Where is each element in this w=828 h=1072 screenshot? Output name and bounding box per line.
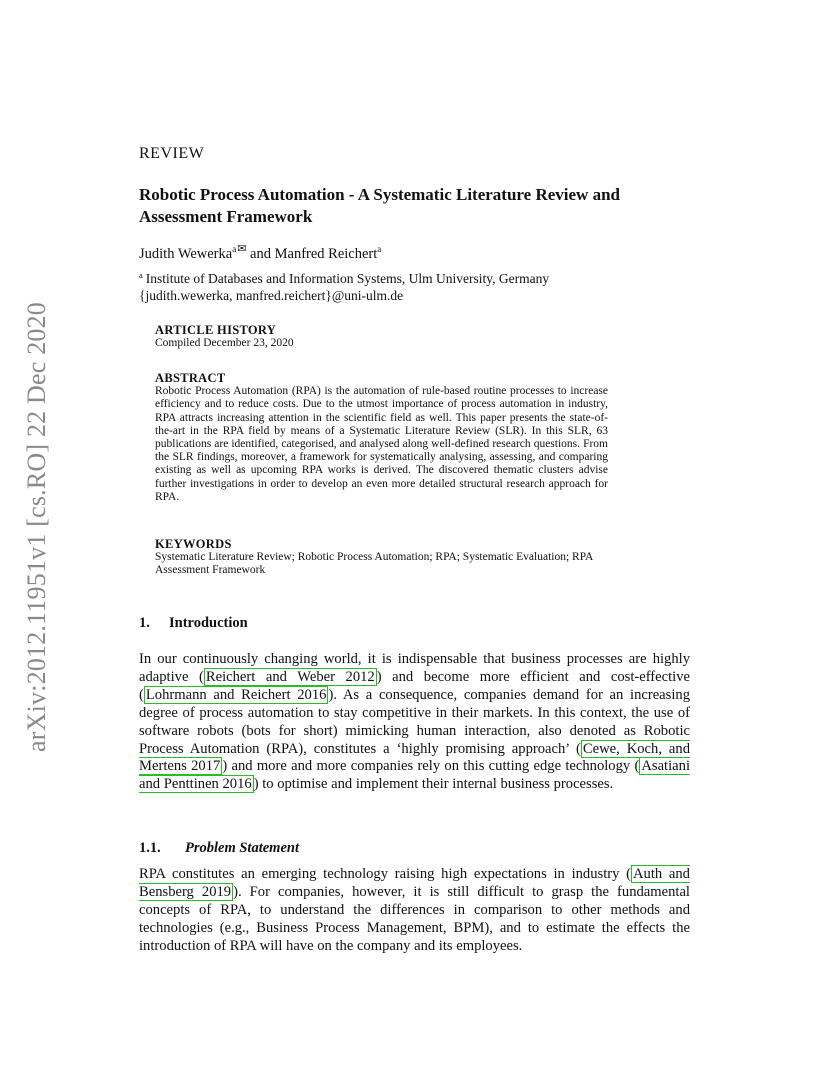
subsection-title: Problem Statement xyxy=(185,840,299,856)
paragraph-text: ) and become more efficient and cost-effective ( xyxy=(139,668,691,703)
keywords-heading: KEYWORDS xyxy=(155,537,232,551)
section-number: 1. xyxy=(139,615,150,631)
subsection-heading-problem-statement xyxy=(139,840,299,857)
compiled-date: Compiled December 23, 2020 xyxy=(155,337,294,350)
citation-link[interactable]: Cewe, Koch, and Mertens 2017 xyxy=(139,740,690,775)
abstract-heading: ABSTRACT xyxy=(155,371,226,385)
author-name: Manfred Reichert xyxy=(274,246,378,262)
affiliation-marker: a xyxy=(232,244,237,254)
paper-title: Robotic Process Automation - A Systematic Literature Review and Assessment Framework xyxy=(139,185,620,226)
author-list xyxy=(139,242,381,263)
keywords-text: Systematic Literature Review; Robotic Process Automation; RPA; Systematic Evaluation; RPA Assessment Framework xyxy=(155,551,593,577)
author-emails: {judith.wewerka, manfred.reichert}@uni-ulm.de xyxy=(139,288,404,303)
section-title: Introduction xyxy=(169,615,248,631)
institution-name: Institute of Databases and Information Systems, Ulm University, Germany xyxy=(145,271,550,286)
article-history-heading: ARTICLE HISTORY xyxy=(155,323,277,337)
envelope-icon[interactable]: ✉ xyxy=(237,243,247,255)
introduction-paragraph xyxy=(139,651,690,794)
subsection-number: 1.1. xyxy=(139,840,161,856)
arxiv-identifier: arXiv:2012.11951v1 [cs.RO] 22 Dec 2020 xyxy=(22,301,51,752)
keywords xyxy=(155,538,608,578)
author-connector: and xyxy=(246,246,275,262)
affiliation xyxy=(139,267,690,304)
author-name: Judith Wewerka xyxy=(139,246,233,262)
abstract xyxy=(155,372,608,504)
citation-link[interactable]: Auth and Bensberg 2019 xyxy=(139,866,690,900)
affiliation-marker: a xyxy=(377,244,382,254)
article-history xyxy=(155,324,608,350)
citation-link[interactable]: Lohrmann and Reichert 2016 xyxy=(145,686,327,703)
section-heading-introduction xyxy=(139,615,248,632)
citation-link[interactable]: Reichert and Weber 2012 xyxy=(205,668,375,685)
paragraph-text: ) and more and more companies rely on this cutting edge technology ( xyxy=(222,758,640,775)
paragraph-text: RPA constitutes an emerging technology raising high expectations in industry ( xyxy=(139,866,631,882)
article-type-label: REVIEW xyxy=(139,145,205,162)
abstract-text: Robotic Process Automation (RPA) is the automation of rule-based routine processes to increase efficiency and to reduce costs. Due to the utmost importance of process automation in industry, RPA attracts increasing attention in the scientific field as well. This paper presents the state-of-the-art in the RPA field by means of a Systematic Literature Review (SLR). In this SLR, 63 publications are identified, categorised, and analysed along well-defined research questions. From the SLR findings, moreover, a framework for systematically analysing, assessing, and comparing existing as well as upcoming RPA works is derived. The discovered thematic clusters advise further investigations in order to develop an even more detailed structural research approach for RPA. xyxy=(155,385,608,503)
paragraph-text: ). For companies, however, it is still difficult to grasp the fundamental concepts of RPA, to understand the differences in comparison to other methods and technologies (e.g., Business Process Management, BPM), and to estimate the effects the introduction of RPA will have on the company and its employees. xyxy=(139,883,690,954)
citation-link[interactable]: Asatiani and Penttinen 2016 xyxy=(139,758,690,793)
paragraph-text: ). As a consequence, companies demand for an increasing degree of process automation to stay competitive in their markets. In this context, the use of software robots (bots for short) mimicking human interaction, also denoted as Robotic Process Automation (RPA), constitutes a ‘highly promising approach’ ( xyxy=(139,686,690,757)
problem-statement-paragraph xyxy=(139,866,690,956)
paragraph-text: ) to optimise and implement their internal business processes. xyxy=(253,776,614,793)
affiliation-marker: a xyxy=(139,270,143,280)
paragraph-text: In our continuously changing world, it is indispensable that business processes are highly adaptive ( xyxy=(139,651,690,685)
